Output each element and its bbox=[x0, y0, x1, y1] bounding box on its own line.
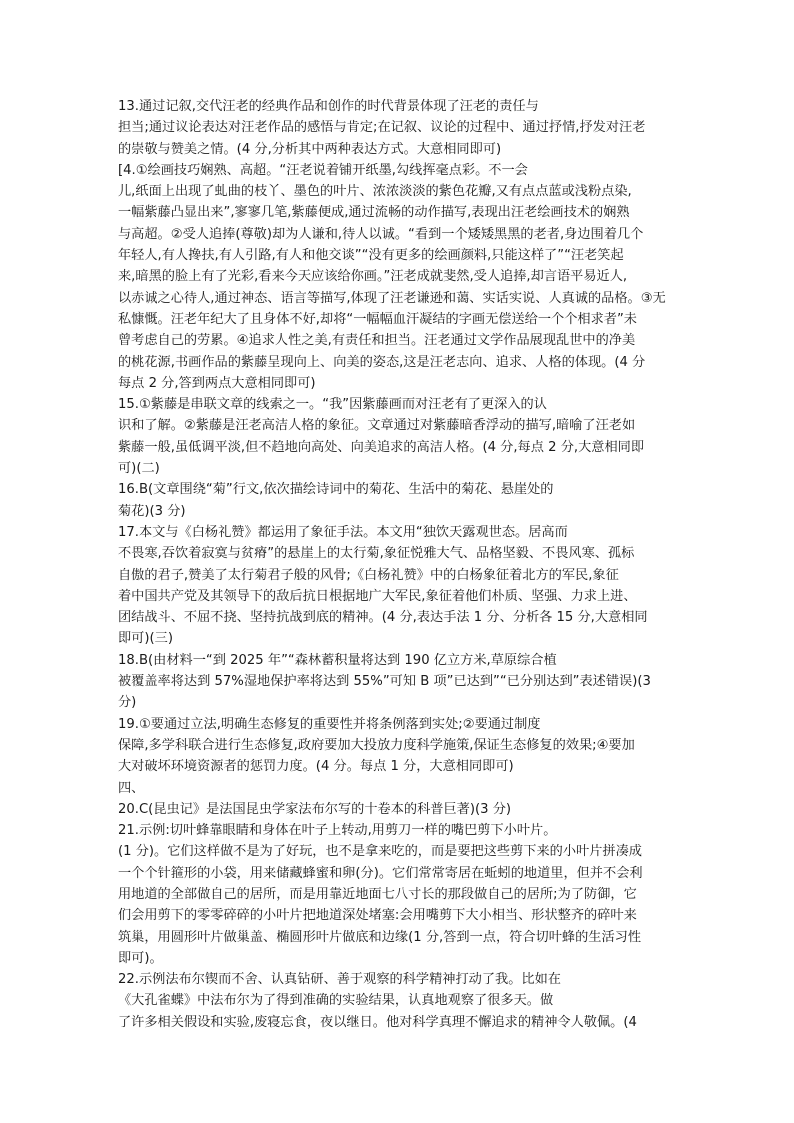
text-line: 四、 bbox=[118, 780, 145, 796]
text-line: 儿,纸面上出现了虬曲的枝丫、墨色的叶片、浓浓淡淡的紫色花瓣,又有点点蓝或浅粉点染, bbox=[118, 184, 632, 200]
answer-paragraph-q22 bbox=[118, 969, 678, 1033]
answer-paragraph-sec4 bbox=[118, 778, 678, 799]
text-line: 15.①紫藤是串联文章的线索之一。“我”因紫藤画而对汪老有了更深入的认 bbox=[118, 397, 547, 413]
text-line: 着中国共产党及其领导下的敌后抗日根据地广大军民,象征着他们朴质、坚强、力求上进、 bbox=[118, 588, 637, 604]
text-line: (1 分)。它们这样做不是为了好玩，也不是拿来吃的，而是要把这些剪下来的小叶片拼凑成 bbox=[118, 844, 642, 860]
text-line: 来,暗黑的脸上有了光彩,看来今天应该给你画。”汪老成就斐然,受人追捧,却言语平易近人, bbox=[118, 269, 628, 285]
text-line: 了许多相关假设和实验,废寝忘食，夜以继日。他对科学真理不懈追求的精神令人敬佩。(4 bbox=[118, 1014, 637, 1030]
text-line: 的桃花源,书画作品的紫藤呈现向上、向美的姿态,这是汪老志向、追求、人格的体现。(4 分 bbox=[118, 354, 646, 370]
text-line: 自傲的君子,赞美了太行菊君子般的风骨;《白杨礼赞》中的白杨象征着北方的军民,象征 bbox=[118, 567, 619, 583]
text-line: [4.①绘画技巧娴熟、高超。“汪老说着铺开纸墨,勾线挥毫点彩。不一会 bbox=[118, 162, 528, 178]
text-line: 一个个针箍形的小袋，用来储藏蜂蜜和卵(分)。它们常常寄居在蚯蚓的地道里，但并不会利 bbox=[118, 865, 643, 881]
answer-paragraph-q21 bbox=[118, 820, 678, 969]
text-line: 20.C(昆虫记》是法国昆虫学家法布尔写的十卷本的科普巨著)(3 分) bbox=[118, 801, 512, 817]
text-line: 的崇敬与赞美之情。(4 分,分析其中两种表达方式。大意相同即可) bbox=[118, 141, 502, 157]
text-line: 一幅紫藤凸显出来”,寥寥几笔,紫藤便成,通过流畅的动作描写,表现出汪老绘画技术的娴熟 bbox=[118, 205, 630, 221]
answer-paragraph-q14 bbox=[118, 160, 678, 394]
text-line: 即可)。 bbox=[118, 950, 163, 966]
text-line: 曾考虑自己的劳累。④追求人性之美,有责任和担当。汪老通过文学作品展现乱世中的净美 bbox=[118, 333, 636, 349]
text-line: 以赤诚之心待人,通过神态、语言等描写,体现了汪老谦逊和蔼、实话实说、人真诚的品格。③无 bbox=[118, 290, 666, 306]
text-line: 团结战斗、不屈不挠、坚持抗战到底的精神。(4 分,表达手法 1 分、分析各 15 分,大意相同 bbox=[118, 610, 648, 626]
text-line: 17.本文与《白杨礼赞》都运用了象征手法。本文用“独饮天露观世态。居高而 bbox=[118, 524, 568, 540]
text-line: 紫藤一般,虽低调平淡,但不趋地向高处、向美追求的高洁人格。(4 分,每点 2 分,大意相同即 bbox=[118, 439, 645, 455]
answer-paragraph-q16 bbox=[118, 479, 678, 522]
text-line: 16.B(文章围绕“菊”行文,依次描绘诗词中的菊花、生活中的菊花、悬崖处的 bbox=[118, 482, 554, 498]
text-line: 即可)(三) bbox=[118, 631, 173, 647]
text-line: 18.B(由材料一“到 2025 年”“森林蓄积量将达到 190 亿立方米,草原综合植 bbox=[118, 652, 557, 668]
text-line: 22.示例法布尔锲而不舍、认真钻研、善于观察的科学精神打动了我。比如在 bbox=[118, 972, 561, 988]
text-line: 筑巢，用圆形叶片做巢盖、椭圆形叶片做底和边缘(1 分,答到一点，符合切叶蜂的生活习性 bbox=[118, 929, 642, 945]
text-line: 《大孔雀蝶》中法布尔为了得到准确的实验结果，认真地观察了很多天。做 bbox=[118, 993, 554, 1009]
answer-paragraph-q15 bbox=[118, 394, 678, 479]
text-line: 菊花)(3 分) bbox=[118, 503, 186, 519]
text-line: 私慷慨。汪老年纪大了且身体不好,却将“一幅幅血汗凝结的字画无偿送给一个个相求者”未 bbox=[118, 311, 637, 327]
answer-paragraph-q17 bbox=[118, 522, 678, 650]
text-line: 担当;通过议论表达对汪老作品的感悟与肯定;在记叙、议论的过程中、通过抒情,抒发对汪老 bbox=[118, 120, 646, 136]
text-line: 每点 2 分,答到两点大意相同即可) bbox=[118, 375, 316, 391]
answer-paragraph-q19 bbox=[118, 714, 678, 778]
answer-paragraph-q13 bbox=[118, 96, 678, 160]
text-line: 用地道的全部做自己的居所，而是用靠近地面七八寸长的那段做自己的居所;为了防御，它 bbox=[118, 886, 637, 902]
text-line: 被覆盖率将达到 57%湿地保护率将达到 55%”可知 B 项”已达到”“已分别达到”表述错误)(3 bbox=[118, 674, 651, 690]
text-line: 分) bbox=[118, 695, 137, 711]
text-line: 与高超。②受人追捧(尊敬)却为人谦和,待人以诚。“看到一个矮矮黑黑的老者,身边围着几个 bbox=[118, 226, 644, 242]
text-line: 13.通过记叙,交代汪老的经典作品和创作的时代背景体现了汪老的责任与 bbox=[118, 99, 539, 114]
answer-document bbox=[118, 96, 678, 1033]
text-line: 保障,多学科联合进行生态修复,政府要加大投放力度科学施策,保证生态修复的效果;④要加 bbox=[118, 737, 635, 753]
text-line: 年轻人,有人搀扶,有人引路,有人和他交谈”“没有更多的绘画颜料,只能这样了”“汪老笑起 bbox=[118, 248, 624, 264]
text-line: 21.示例:切叶蜂靠眼睛和身体在叶子上转动,用剪刀一样的嘴巴剪下小叶片。 bbox=[118, 823, 557, 839]
answer-paragraph-q20 bbox=[118, 799, 678, 820]
text-line: 大对破坏环境资源者的惩罚力度。(4 分。每点 1 分，大意相同即可) bbox=[118, 759, 514, 775]
answer-paragraph-q18 bbox=[118, 650, 678, 714]
text-line: 们会用剪下的零零碎碎的小叶片把地道深处堵塞:会用嘴剪下大小相当、形状整齐的碎叶来 bbox=[118, 908, 637, 924]
text-line: 不畏寒,吞饮着寂寞与贫瘠”的悬崖上的太行菊,象征悦雅大气、品格坚毅、不畏风寒、孤标 bbox=[118, 546, 635, 562]
text-line: 识和了解。②紫藤是汪老高洁人格的象征。文章通过对紫藤暗香浮动的描写,暗喻了汪老如 bbox=[118, 418, 636, 434]
text-line: 19.①要通过立法,明确生态修复的重要性并将条例落到实处;②要通过制度 bbox=[118, 716, 541, 732]
text-line: 可)(二) bbox=[118, 461, 160, 477]
